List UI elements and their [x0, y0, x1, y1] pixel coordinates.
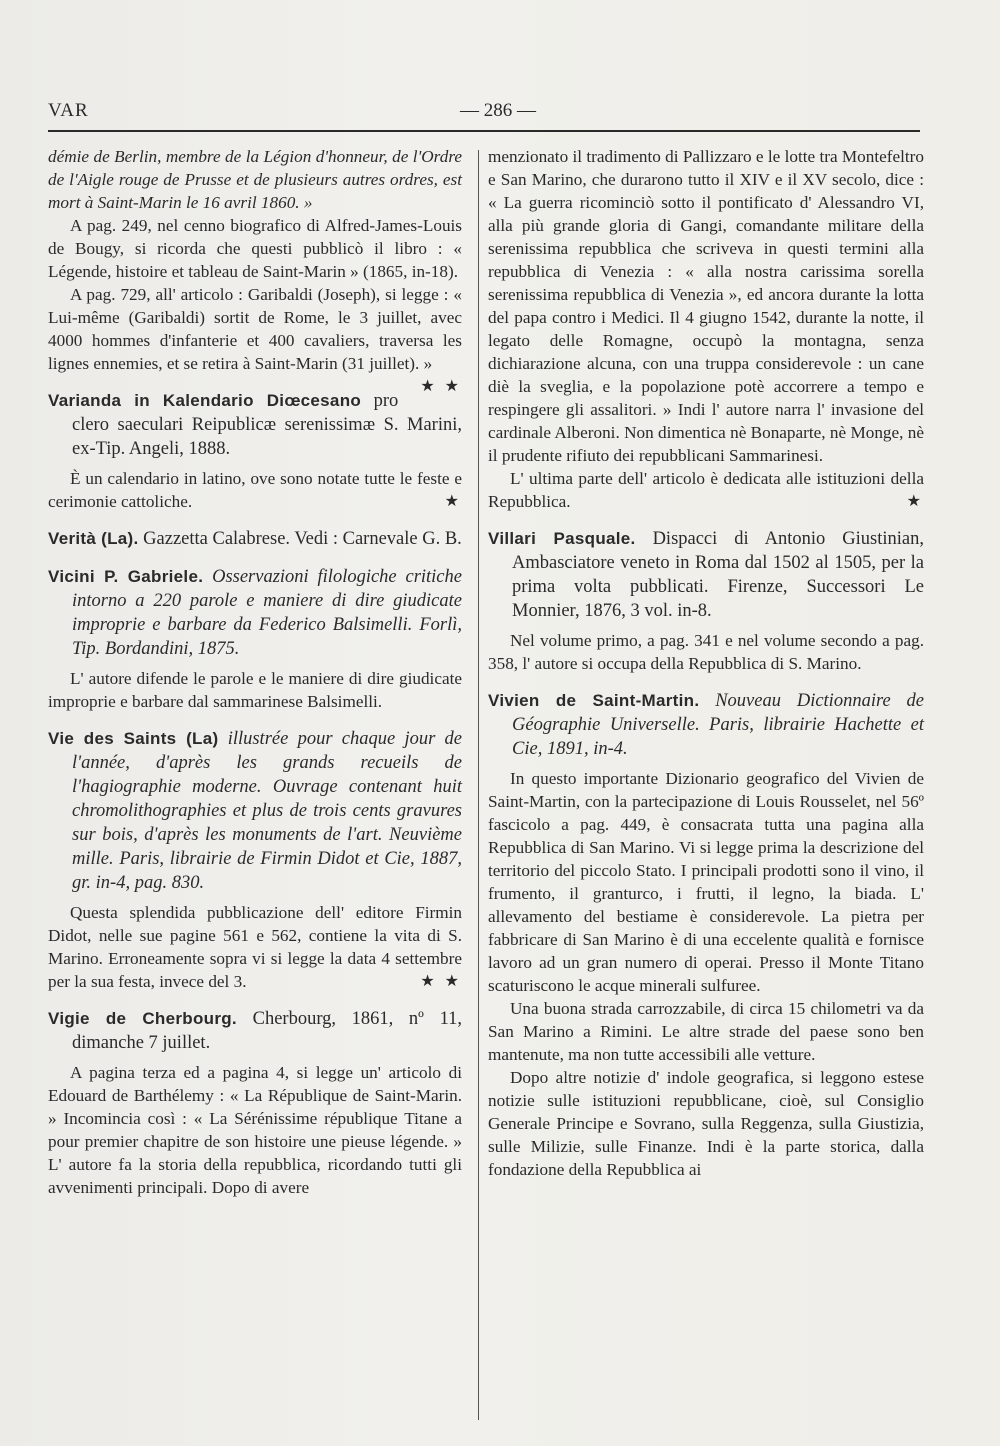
stars-mark: ★	[906, 493, 924, 510]
entry-heading: Vigie de Cherbourg.	[48, 1009, 237, 1028]
paragraph-text: A pag. 729, all' articolo : Garibaldi (Joseph), si legge : « Lui-même (Garibaldi) sortit de Rome, le 3 juillet, avec 4000 hommes d'infanterie et 400 cavaliers, traversa les lignes ennemies, et se retira à Saint-Marin (31 juillet). »	[48, 285, 462, 373]
entry-note-text: È un calendario in latino, ove sono notate tutte le feste e cerimonie cattoliche.	[48, 469, 462, 511]
column-divider	[478, 150, 479, 1420]
entry-title: Cherbourg, 1861, nº 11, dimanche 7 juillet.	[72, 1009, 463, 1053]
continued-paragraph: menzionato il tradimento di Pallizzaro e le lotte tra Montefeltro e San Marino, che durarono tutto il XIV e il XV secolo, dice : « La guerra ricominciò sotto il pontificato d' Alessandro VI, alla più grande gloria di Gangi, comandante militare della serenissima repubblica che scriveva in questi termini alla repubblica di Venezia : « alla nostra carissima sorella serenissima repubblica di Venezia », ed ancora durante la lotta del papa contro i Medici. Il 4 giugno 1542, durante la notte, il legato delle Romagne, occupò la montagna, senza dichiarazione alcuna, con una truppa considerevole : un cane diè la sveglia, e la popolazione potè accorrere a tempo e respingere gli assalitori. » Indi l' autore narra l' invasione del cardinale Alberoni. Non dimentica nè Bonaparte, nè Monge, nè il prudente rifiuto dei repubblicani Sammarinesi.	[488, 147, 924, 465]
page-number: — 286 —	[460, 100, 536, 121]
entry-note: Una buona strada carrozzabile, di circa 15 chilometri va da San Marino a Rimini. Le altre strade del paese sono ben mantenute, ma non tutte accessibili alle vetture.	[488, 999, 924, 1064]
entry-note: In questo importante Dizionario geografico del Vivien de Saint-Martin, con la partecipazione di Louis Rousselet, nel 56º fascicolo a pag. 449, è consacrata tutta una pagina alla Repubblica di San Marino. Vi si legge prima la descrizione del territorio del piccolo Stato. I principali prodotti sono il vino, il frumento, il granturco, i frutti, il legno, la biada. L' allevamento del bestiame è considerevole. La pietra per fabbricare di San Marino è di una eccelente qualità e fornisce lavoro ad un gran numero di operai. Presso il Monte Titano scaturiscono le acque minerali sulfuree.	[488, 769, 924, 995]
entry-heading: Vivien de Saint-Martin.	[488, 691, 700, 710]
entry-heading: Villari Pasquale.	[488, 529, 636, 548]
stars-mark: ★ ★	[420, 378, 462, 395]
bibliography-entry	[488, 689, 924, 761]
paragraph	[488, 467, 924, 513]
bibliography-entry	[48, 727, 462, 895]
right-column	[488, 145, 924, 1181]
entry-note-text: Questa splendida pubblicazione dell' editore Firmin Didot, nelle sue pagine 561 e 562, contiene la vita di S. Marino. Erroneamente sopra vi si legge la data 4 settembre per la sua festa, invece del 3.	[48, 903, 462, 991]
entry-heading: Verità (La).	[48, 529, 139, 548]
stars-mark: ★ ★	[420, 973, 462, 990]
entry-title: Nouveau Dictionnaire de Géographie Universelle. Paris, librairie Hachette et Cie, 1891, in-4.	[512, 691, 925, 759]
entry-title: illustrée pour chaque jour de l'année, d'après les grands recueils de l'hagiographie moderne. Ouvrage contenant huit chromolithographies et plus de trois cents gravures sur bois, d'après les monuments de l'art. Neuvième mille. Paris, librairie de Firmin Didot et Cie, 1887, gr. in-4, pag. 830.	[72, 729, 462, 893]
entry-note: Dopo altre notizie d' indole geografica, si leggono estese notizie sulle istituzioni repubblicane, cioè, sul Consiglio Generale Principe e Sovrano, sulla Reggenza, sulla Giustizia, sulle Milizie, sulle Finanze. Indi è la parte storica, dalla fondazione della Repubblica ai	[488, 1068, 924, 1179]
paragraph: A pag. 249, nel cenno biografico di Alfred-James-Louis de Bougy, si ricorda che questi pubblicò il libro : « Légende, histoire et tableau de Saint-Marin » (1865, in-18).	[48, 216, 462, 281]
bibliography-entry	[488, 527, 924, 623]
entry-note: L' autore difende le parole e le maniere di dire giudicate improprie e barbare dal sammarinese Balsimelli.	[48, 669, 462, 711]
paragraph-text: L' ultima parte dell' articolo è dedicata alle istituzioni della Repubblica.	[488, 469, 924, 511]
continued-quote: démie de Berlin, membre de la Légion d'honneur, de l'Ordre de l'Aigle rouge de Prusse et de plusieurs autres ordres, est mort à Saint-Marin le 16 avril 1860. »	[48, 147, 462, 212]
paragraph	[48, 283, 462, 395]
section-label: VAR	[48, 100, 89, 121]
page-header	[48, 100, 920, 130]
entry-heading: Vicini P. Gabriele.	[48, 567, 204, 586]
entry-title: Osservazioni filologiche critiche intorno a 220 parole e maniere di dire giudicate improprie e barbare da Federico Balsimelli. Forlì, Tip. Bordandini, 1875.	[72, 567, 462, 659]
entry-title: Gazzetta Calabrese. Vedi : Carnevale G. B.	[143, 529, 462, 549]
entry-heading: Varianda in Kalendario Diœcesano	[48, 391, 362, 410]
header-rule	[48, 130, 920, 132]
bibliography-entry	[48, 1007, 462, 1055]
entry-title: pro clero saeculari Reipublicæ serenissimæ S. Marini, ex-Tip. Angeli, 1888.	[72, 391, 462, 459]
stars-mark: ★	[444, 493, 462, 510]
bibliography-entry	[48, 565, 462, 661]
entry-title: Dispacci di Antonio Giustinian, Ambasciatore veneto in Roma dal 1502 al 1505, per la prima volta pubblicati. Firenze, Successori Le Monnier, 1876, 3 vol. in-8.	[512, 529, 924, 621]
entry-note: A pagina terza ed a pagina 4, si legge un' articolo di Edouard de Barthélemy : « La République de Saint-Marin. » Incomincia così : « La Sérénissime république Titane a pour premier chapitre de son histoire une pieuse légende. » L' autore fa la storia della repubblica, ricordando tutti gli avvenimenti principali. Dopo di avere	[48, 1063, 462, 1197]
entry-note	[48, 467, 462, 513]
entry-note	[48, 901, 462, 993]
bibliography-entry	[48, 527, 462, 551]
bibliography-entry	[48, 389, 462, 461]
entry-note: Nel volume primo, a pag. 341 e nel volume secondo a pag. 358, l' autore si occupa della Repubblica di S. Marino.	[488, 631, 924, 673]
entry-heading: Vie des Saints (La)	[48, 729, 219, 748]
left-column	[48, 145, 462, 1199]
